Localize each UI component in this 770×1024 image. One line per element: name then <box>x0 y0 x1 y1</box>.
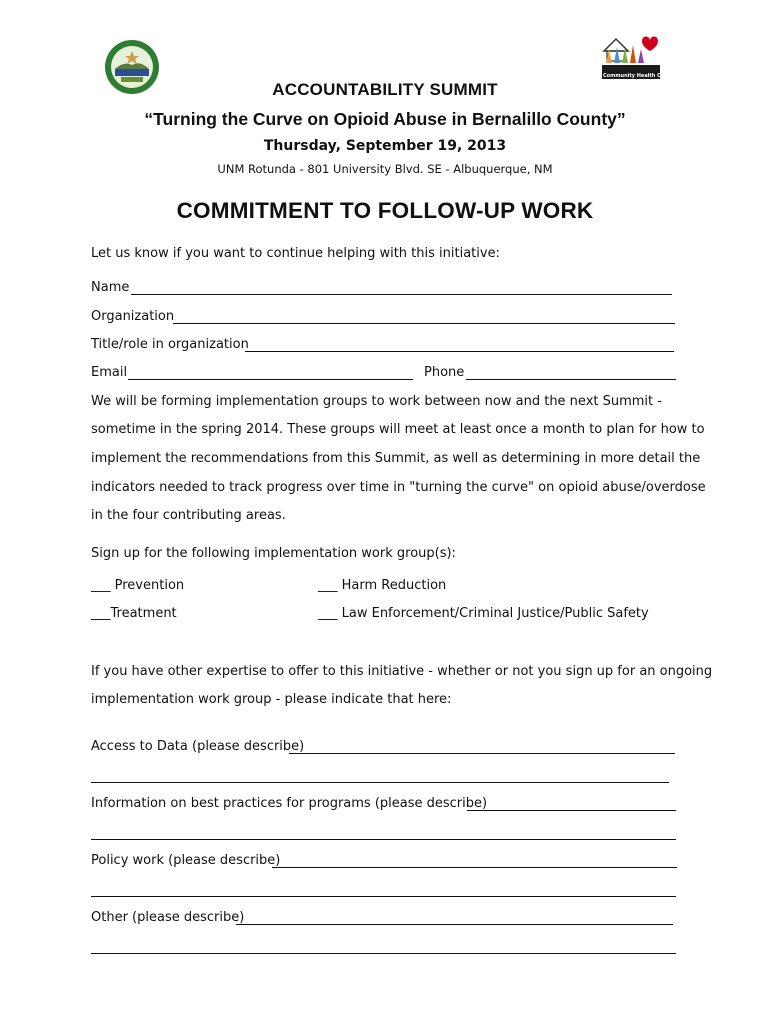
paragraph-line: indicators needed to track progress over time in "turning the curve" on opioid abuse/overdose <box>91 480 706 495</box>
expertise-line: implementation work group - please indicate that here: <box>91 692 452 707</box>
title-role-field[interactable] <box>245 351 674 352</box>
intro-text: Let us know if you want to continue helping with this initiative: <box>91 246 500 261</box>
policy-work-field[interactable] <box>272 867 677 868</box>
access-data-label: Access to Data (please describe) <box>91 739 305 754</box>
email-label: Email <box>91 365 128 380</box>
summit-title: ACCOUNTABILITY SUMMIT <box>272 80 498 99</box>
title-role-label: Title/role in organization <box>91 337 249 352</box>
organization-label: Organization <box>91 309 175 324</box>
email-field[interactable] <box>128 379 413 380</box>
other-field[interactable] <box>236 924 673 925</box>
policy-work-label: Policy work (please describe) <box>91 853 281 868</box>
organization-field[interactable] <box>173 323 675 324</box>
paragraph-line: sometime in the spring 2014. These groups will meet at least once a month to plan for how to <box>91 422 705 437</box>
summit-venue: UNM Rotunda - 801 University Blvd. SE - Albuquerque, NM <box>217 162 553 176</box>
treatment-option[interactable]: ___Treatment <box>91 606 177 621</box>
access-data-field[interactable] <box>289 753 675 754</box>
summit-subtitle: “Turning the Curve on Opioid Abuse in Bernalillo County” <box>144 109 626 129</box>
prevention-option[interactable]: ___ Prevention <box>91 578 185 593</box>
name-label: Name <box>91 280 130 295</box>
other-label: Other (please describe) <box>91 910 245 925</box>
paragraph-line: We will be forming implementation groups to work between now and the next Summit - <box>91 394 662 409</box>
best-practices-label: Information on best practices for programs (please describe) <box>91 796 488 811</box>
law-enforcement-option[interactable]: ___ Law Enforcement/Criminal Justice/Public Safety <box>318 606 649 621</box>
summit-date: Thursday, September 19, 2013 <box>263 138 507 154</box>
expertise-line: If you have other expertise to offer to this initiative - whether or not you sign up for an ongoing <box>91 664 713 679</box>
phone-label: Phone <box>424 365 465 380</box>
policy-work-field-continued[interactable] <box>91 896 676 897</box>
name-field[interactable] <box>131 294 672 295</box>
access-data-field-continued[interactable] <box>91 782 669 783</box>
other-field-continued[interactable] <box>91 953 676 954</box>
community-health-council-logo <box>598 29 678 87</box>
best-practices-field[interactable] <box>467 810 676 811</box>
paragraph-line: in the four contributing areas. <box>91 508 286 523</box>
best-practices-field-continued[interactable] <box>91 839 676 840</box>
form-heading: COMMITMENT TO FOLLOW-UP WORK <box>176 198 594 223</box>
paragraph-line: implement the recommendations from this Summit, as well as determining in more detail the <box>91 451 701 466</box>
logo-caption: Community Health Council <box>603 73 678 79</box>
signup-label: Sign up for the following implementation work group(s): <box>91 546 456 561</box>
harm-reduction-option[interactable]: ___ Harm Reduction <box>318 578 447 593</box>
phone-field[interactable] <box>466 379 676 380</box>
